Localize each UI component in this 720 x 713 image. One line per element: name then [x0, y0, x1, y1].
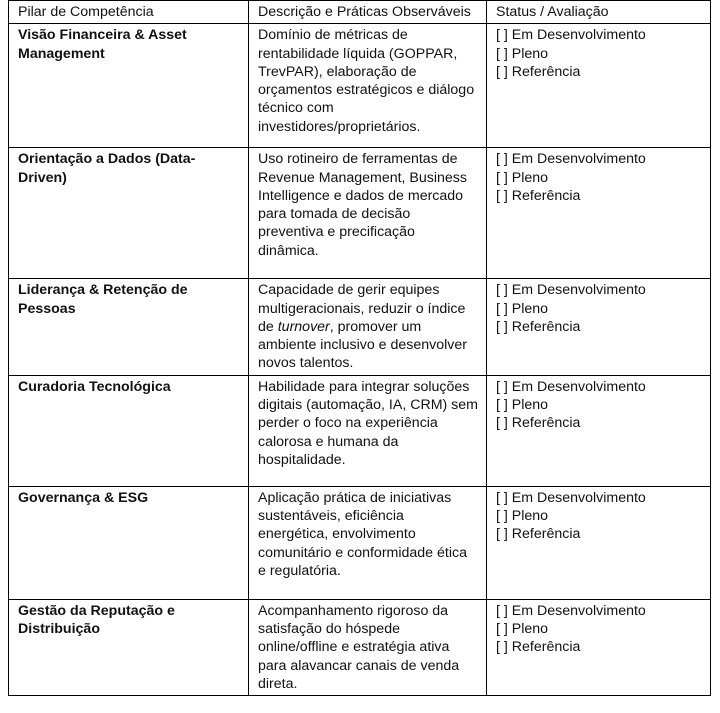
- competency-table: [8, 0, 711, 696]
- pilar-cell: Liderança & Retenção de Pessoas: [9, 279, 249, 375]
- descricao-cell: Aplicação prática de iniciativas sustentáveis, eficiência energética, envolvimento comunitário e conformidade ética e regulatória.: [249, 486, 487, 599]
- status-option-pleno[interactable]: [ ] Pleno: [496, 45, 549, 62]
- pilar-cell: Visão Financeira & Asset Management: [9, 24, 249, 148]
- status-option-em-desenvolvimento[interactable]: [ ] Em Desenvolvimento: [496, 27, 646, 44]
- table-row: [9, 279, 711, 375]
- status-option-pleno[interactable]: [ ] Pleno: [496, 621, 549, 638]
- competency-table-container: [8, 0, 710, 696]
- descricao-emphasis: turnover: [277, 318, 330, 335]
- status-cell: [487, 486, 711, 599]
- descricao-cell: Uso rotineiro de ferramentas de Revenue Management, Business Intelligence e dados de mercado para tomada de decisão preventiva e precificação dinâmica.: [249, 148, 487, 279]
- status-option-pleno[interactable]: [ ] Pleno: [496, 508, 549, 525]
- header-descricao: Descrição e Práticas Observáveis: [249, 1, 487, 24]
- status-option-pleno[interactable]: [ ] Pleno: [496, 300, 549, 317]
- status-option-pleno[interactable]: [ ] Pleno: [496, 169, 549, 186]
- status-option-pleno[interactable]: [ ] Pleno: [496, 397, 549, 414]
- pilar-cell: Gestão da Reputação e Distribuição: [9, 599, 249, 695]
- status-cell: [487, 279, 711, 375]
- pilar-cell: Curadoria Tecnológica: [9, 375, 249, 486]
- pilar-cell: Governança & ESG: [9, 486, 249, 599]
- table-row: [9, 148, 711, 279]
- status-cell: [487, 148, 711, 279]
- status-option-referencia[interactable]: [ ] Referência: [496, 639, 581, 656]
- pilar-cell: Orientação a Dados (Data-Driven): [9, 148, 249, 279]
- status-option-referencia[interactable]: [ ] Referência: [496, 63, 581, 80]
- status-cell: [487, 24, 711, 148]
- status-option-referencia[interactable]: [ ] Referência: [496, 187, 581, 204]
- table-row: [9, 24, 711, 148]
- table-row: [9, 599, 711, 695]
- descricao-cell: [249, 279, 487, 375]
- status-option-em-desenvolvimento[interactable]: [ ] Em Desenvolvimento: [496, 151, 646, 168]
- header-pilar: Pilar de Competência: [9, 1, 249, 24]
- table-header-row: [9, 1, 711, 24]
- status-cell: [487, 375, 711, 486]
- descricao-text-part: , promover um ambiente inclusivo e desenvolver novos talentos.: [258, 318, 467, 372]
- status-option-referencia[interactable]: [ ] Referência: [496, 318, 581, 335]
- table-row: [9, 375, 711, 486]
- status-option-referencia[interactable]: [ ] Referência: [496, 526, 581, 543]
- descricao-cell: Habilidade para integrar soluções digitais (automação, IA, CRM) sem perder o foco na experiência calorosa e humana da hospitalidade.: [249, 375, 487, 486]
- descricao-cell: Domínio de métricas de rentabilidade líquida (GOPPAR, TrevPAR), elaboração de orçamentos estratégicos e diálogo técnico com investidores/proprietários.: [249, 24, 487, 148]
- status-option-em-desenvolvimento[interactable]: [ ] Em Desenvolvimento: [496, 489, 646, 506]
- status-option-em-desenvolvimento[interactable]: [ ] Em Desenvolvimento: [496, 602, 646, 619]
- status-option-em-desenvolvimento[interactable]: [ ] Em Desenvolvimento: [496, 282, 646, 299]
- status-cell: [487, 599, 711, 695]
- table-row: [9, 486, 711, 599]
- status-option-em-desenvolvimento[interactable]: [ ] Em Desenvolvimento: [496, 378, 646, 395]
- status-option-referencia[interactable]: [ ] Referência: [496, 415, 581, 432]
- descricao-text-part: Capacidade de gerir equipes multigeracionais, reduzir o índice de: [258, 282, 466, 335]
- header-status: Status / Avaliação: [487, 1, 711, 24]
- descricao-cell: Acompanhamento rigoroso da satisfação do hóspede online/offline e estratégia ativa para alavancar canais de venda direta.: [249, 599, 487, 695]
